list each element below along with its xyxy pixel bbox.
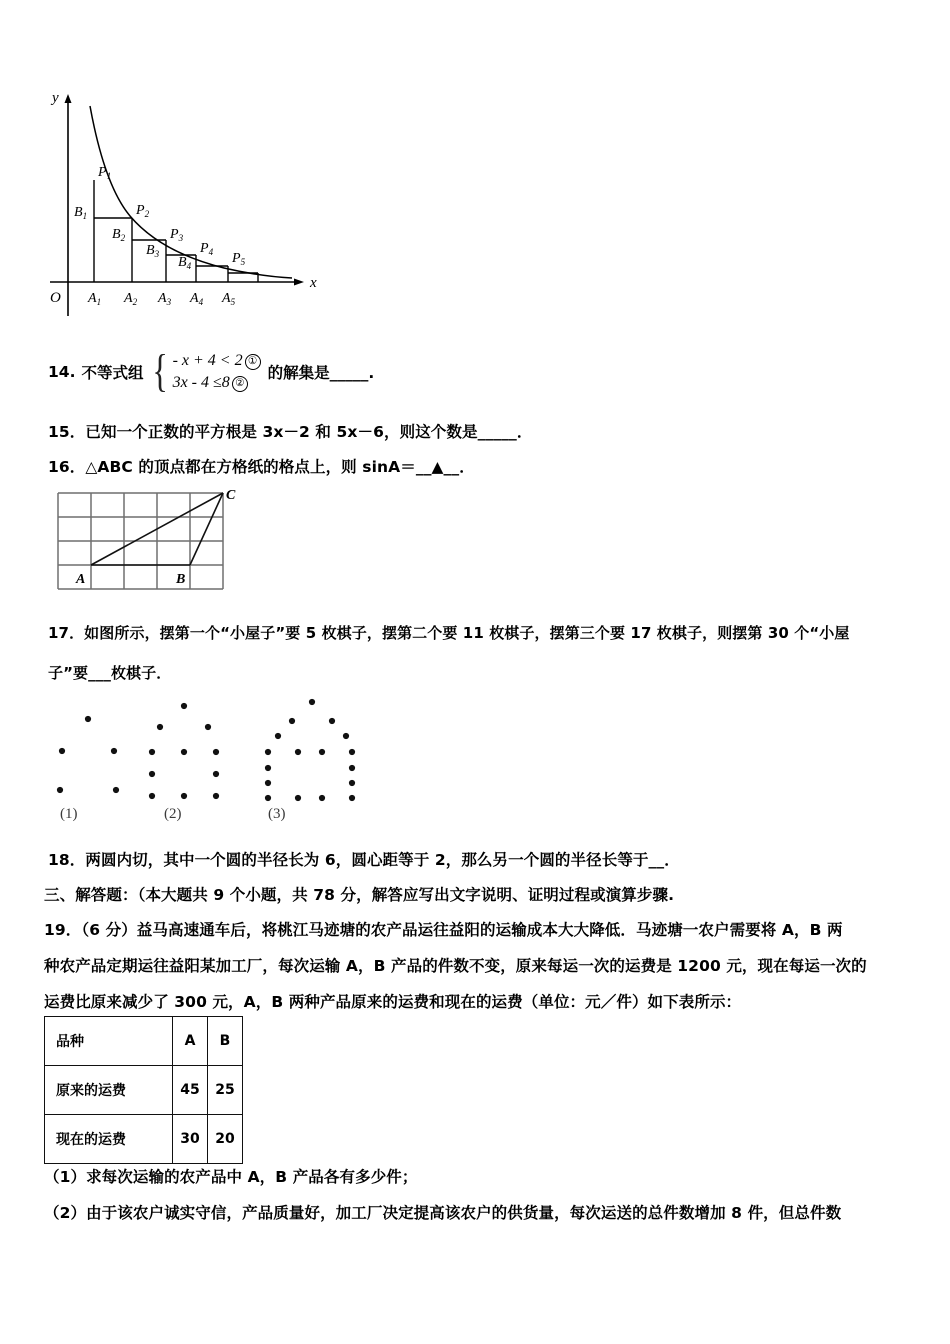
dot-pattern-caption-2: (2) (164, 806, 182, 822)
table-header-category: 品种 (45, 1017, 173, 1066)
grid-vertex-label-b: B (176, 572, 186, 587)
table-row (45, 1066, 243, 1115)
question-16: 16．△ABC 的顶点都在方格纸的格点上，则 sinA＝__▲__． (48, 458, 475, 476)
row-label-original-freight: 原来的运费 (45, 1066, 173, 1115)
question-14 (48, 345, 375, 397)
left-brace-icon: { (152, 345, 169, 397)
svg-text:y: y (52, 90, 59, 106)
question-19-sub-1: （1）求每次运输的农产品中 A，B 产品各有多少件； (44, 1168, 418, 1186)
svg-text:A5: $A_5$ (222, 291, 236, 307)
question-17-line-2: 子”要___枚棋子． (48, 664, 172, 682)
svg-text:P3: $P_3$ (170, 227, 184, 243)
table-header-a: A (173, 1017, 208, 1066)
svg-text:P1: $P_1$ (98, 165, 112, 181)
svg-text:A1: $A_1$ (88, 291, 102, 307)
question-19-line-1: 19．（6 分）益马高速通车后，将桃江马迹塘的农产品运往益阳的运输成本大大降低．马迹塘一农户需要将 A，B 两 (44, 921, 843, 939)
inequality-system (173, 350, 261, 393)
svg-text:P5: $P_5$ (232, 251, 246, 267)
table-header-row (45, 1017, 243, 1066)
inequality-line-2: 3x - 4 ≤8 ② (173, 372, 261, 394)
question-14-tail: 的解集是_____. (267, 363, 375, 382)
figure-grid-triangle (50, 487, 246, 594)
question-17-line-1: 17．如图所示，摆第一个“小屋子”要 5 枚棋子，摆第二个要 11 枚棋子，摆第三个要 17 枚棋子，则摆第 30 个“小屋 (48, 624, 850, 642)
question-19-line-3: 运费比原来减少了 300 元，A，B 两种产品原来的运费和现在的运费（单位：元／件）如下表所示： (44, 993, 742, 1011)
grid-vertex-label-c: C (226, 488, 236, 503)
table-header-b: B (208, 1017, 243, 1066)
svg-text:P2: $P_2$ (136, 203, 150, 219)
question-14-lead: 不等式组 (81, 363, 144, 382)
cell-current-a: 30 (173, 1115, 208, 1164)
svg-text:O: O (50, 290, 61, 306)
cell-current-b: 20 (208, 1115, 243, 1164)
svg-text:A4: $A_4$ (190, 291, 204, 307)
svg-text:A2: $A_2$ (124, 291, 138, 307)
question-18: 18．两圆内切，其中一个圆的半径长为 6，圆心距等于 2，那么另一个圆的半径长等于__． (48, 851, 680, 869)
freight-cost-table (44, 1016, 243, 1164)
svg-text:P4: $P_4$ (200, 241, 214, 257)
section-three-heading: 三、解答题：（本大题共 9 个小题，共 78 分，解答应写出文字说明、证明过程或演算步骤. (44, 886, 675, 904)
question-19-sub-2: （2）由于该农户诚实守信，产品质量好，加工厂决定提高该农户的供货量，每次运送的总件数增加 8 件，但总件数 (44, 1204, 842, 1222)
svg-text:x: x (310, 275, 317, 291)
question-15: 15．已知一个正数的平方根是 3x－2 和 5x－6，则这个数是_____． (48, 423, 533, 441)
circled-number-2: ② (232, 376, 248, 392)
cell-original-a: 45 (173, 1066, 208, 1115)
dot-pattern-caption-3: (3) (268, 806, 286, 822)
question-19-line-2: 种农产品定期运往益阳某加工厂，每次运输 A，B 产品的件数不变，原来每运一次的运费是 1200 元，现在每运一次的 (44, 957, 867, 975)
circled-number-1: ① (245, 354, 261, 370)
inequality-line-1: - x + 4 < 2 ① (173, 350, 261, 372)
svg-text:B2: $B_2$ (112, 227, 126, 243)
table-row (45, 1115, 243, 1164)
svg-text:B3: $B_3$ (146, 243, 160, 259)
figure-hyperbola (44, 88, 344, 320)
figure-dot-patterns (40, 694, 370, 836)
svg-text:B1: $B_1$ (74, 205, 88, 221)
dot-pattern-caption-1: (1) (60, 806, 78, 822)
grid-vertex-label-a: A (76, 572, 86, 587)
question-14-number: 14. (48, 362, 76, 381)
svg-text:A3: $A_3$ (158, 291, 172, 307)
svg-text:B4: $B_4$ (178, 255, 192, 271)
row-label-current-freight: 现在的运费 (45, 1115, 173, 1164)
cell-original-b: 25 (208, 1066, 243, 1115)
